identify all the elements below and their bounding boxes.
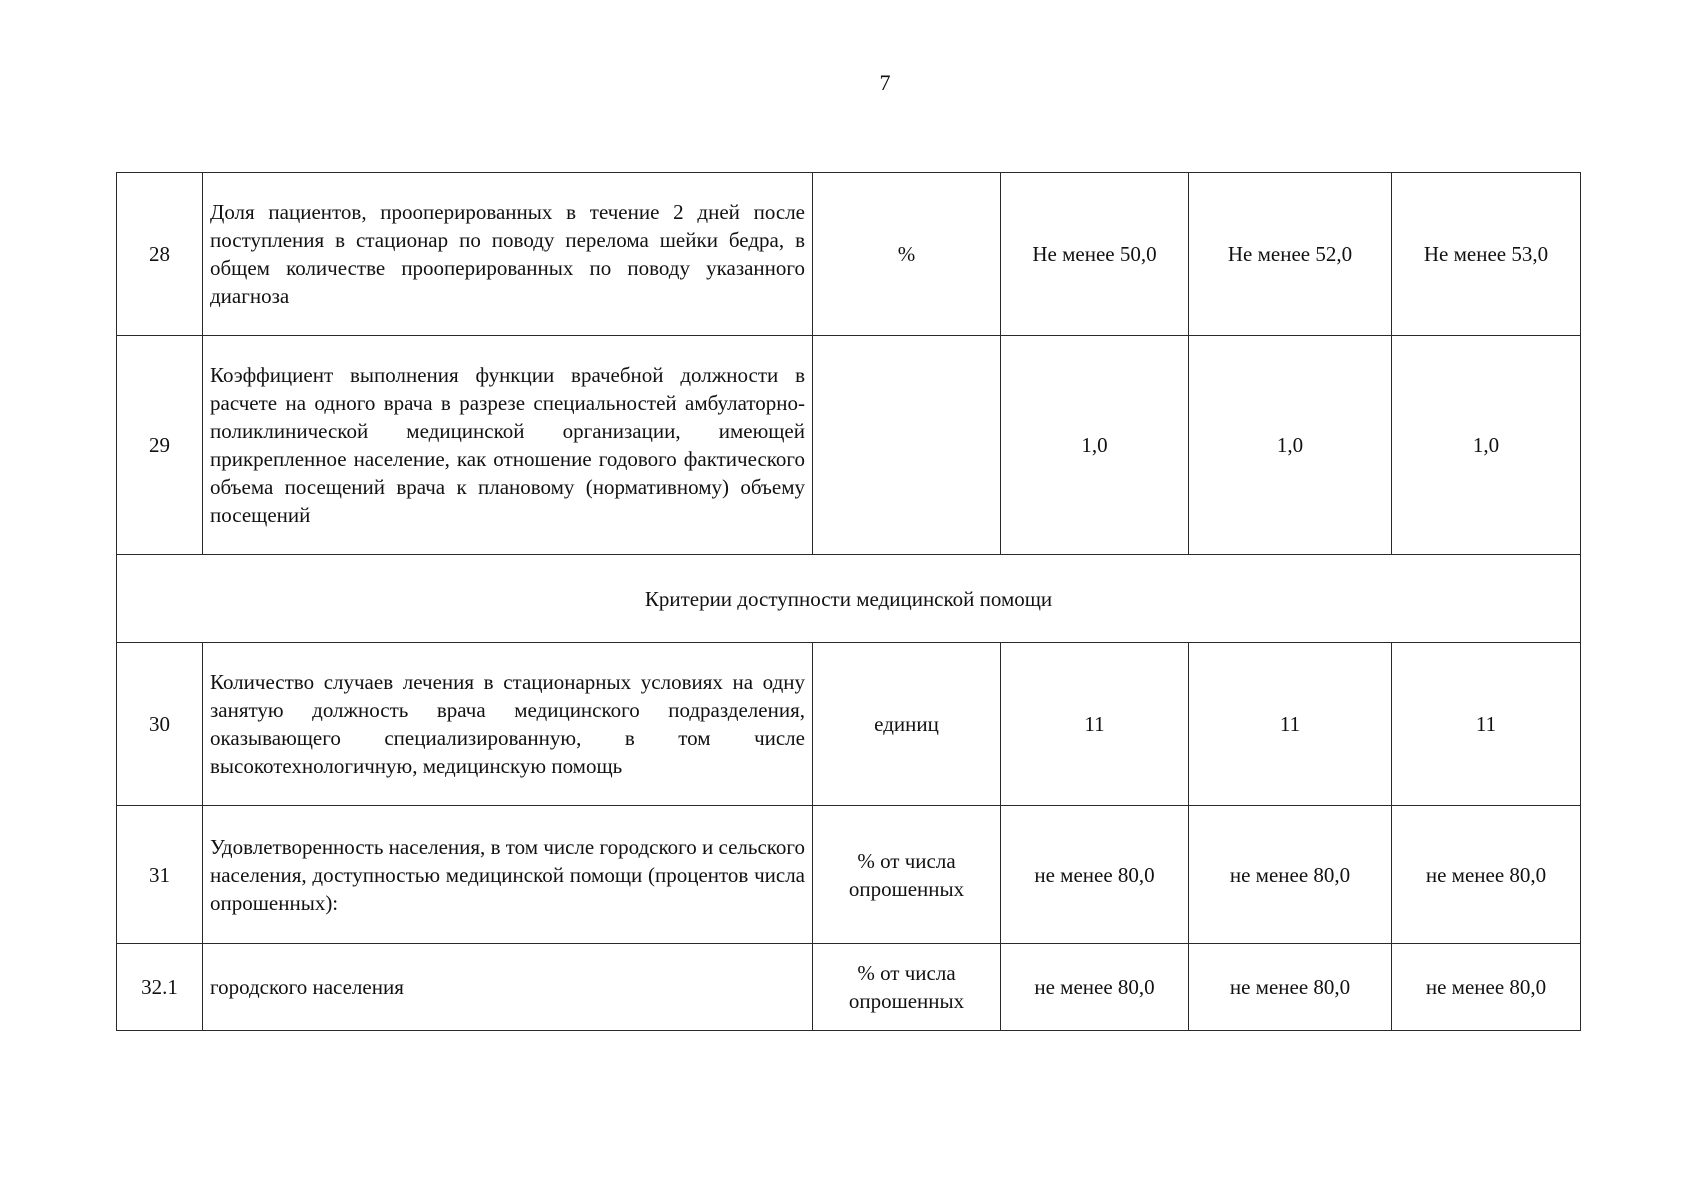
row-value: не менее 80,0 bbox=[1001, 806, 1189, 944]
row-unit bbox=[813, 336, 1001, 555]
row-description: Коэффициент выполнения функции врачебной должности в расчете на одного врача в разрезе специальностей амбулаторно-поликлинической медицинской организации, имеющей прикрепленное население, как отношение годового фактического объема посещений врача к плановому (нормативному) объему посещений bbox=[203, 336, 813, 555]
page-number: 7 bbox=[879, 70, 891, 95]
section-row bbox=[117, 555, 1581, 643]
row-value: 11 bbox=[1001, 643, 1189, 806]
table-row bbox=[117, 173, 1581, 336]
table-row bbox=[117, 944, 1581, 1031]
row-unit: % от числа опрошенных bbox=[813, 806, 1001, 944]
row-description: Доля пациентов, прооперированных в течение 2 дней после поступления в стационар по поводу перелома шейки бедра, в общем количестве прооперированных по поводу указанного диагноза bbox=[203, 173, 813, 336]
row-value: Не менее 53,0 bbox=[1392, 173, 1581, 336]
criteria-table bbox=[116, 172, 1581, 1031]
section-heading: Критерии доступности медицинской помощи bbox=[117, 555, 1581, 643]
row-number: 32.1 bbox=[117, 944, 203, 1031]
row-unit: % от числа опрошенных bbox=[813, 944, 1001, 1031]
row-value: не менее 80,0 bbox=[1189, 944, 1392, 1031]
row-value: 1,0 bbox=[1001, 336, 1189, 555]
table-row bbox=[117, 806, 1581, 944]
row-description: городского населения bbox=[203, 944, 813, 1031]
row-number: 29 bbox=[117, 336, 203, 555]
row-description: Удовлетворенность населения, в том числе городского и сельского населения, доступностью медицинской помощи (процентов числа опрошенных): bbox=[203, 806, 813, 944]
row-value: 11 bbox=[1189, 643, 1392, 806]
row-value: Не менее 52,0 bbox=[1189, 173, 1392, 336]
row-value: 1,0 bbox=[1392, 336, 1581, 555]
row-number: 30 bbox=[117, 643, 203, 806]
row-value: Не менее 50,0 bbox=[1001, 173, 1189, 336]
table-row bbox=[117, 643, 1581, 806]
row-value: не менее 80,0 bbox=[1392, 944, 1581, 1031]
row-value: не менее 80,0 bbox=[1189, 806, 1392, 944]
row-unit: единиц bbox=[813, 643, 1001, 806]
row-unit: % bbox=[813, 173, 1001, 336]
row-value: 1,0 bbox=[1189, 336, 1392, 555]
row-value: 11 bbox=[1392, 643, 1581, 806]
table-row bbox=[117, 336, 1581, 555]
row-number: 28 bbox=[117, 173, 203, 336]
row-description: Количество случаев лечения в стационарных условиях на одну занятую должность врача медицинского подразделения, оказывающего специализированную, в том числе высокотехнологичную, медицинскую помощь bbox=[203, 643, 813, 806]
row-value: не менее 80,0 bbox=[1392, 806, 1581, 944]
row-value: не менее 80,0 bbox=[1001, 944, 1189, 1031]
row-number: 31 bbox=[117, 806, 203, 944]
